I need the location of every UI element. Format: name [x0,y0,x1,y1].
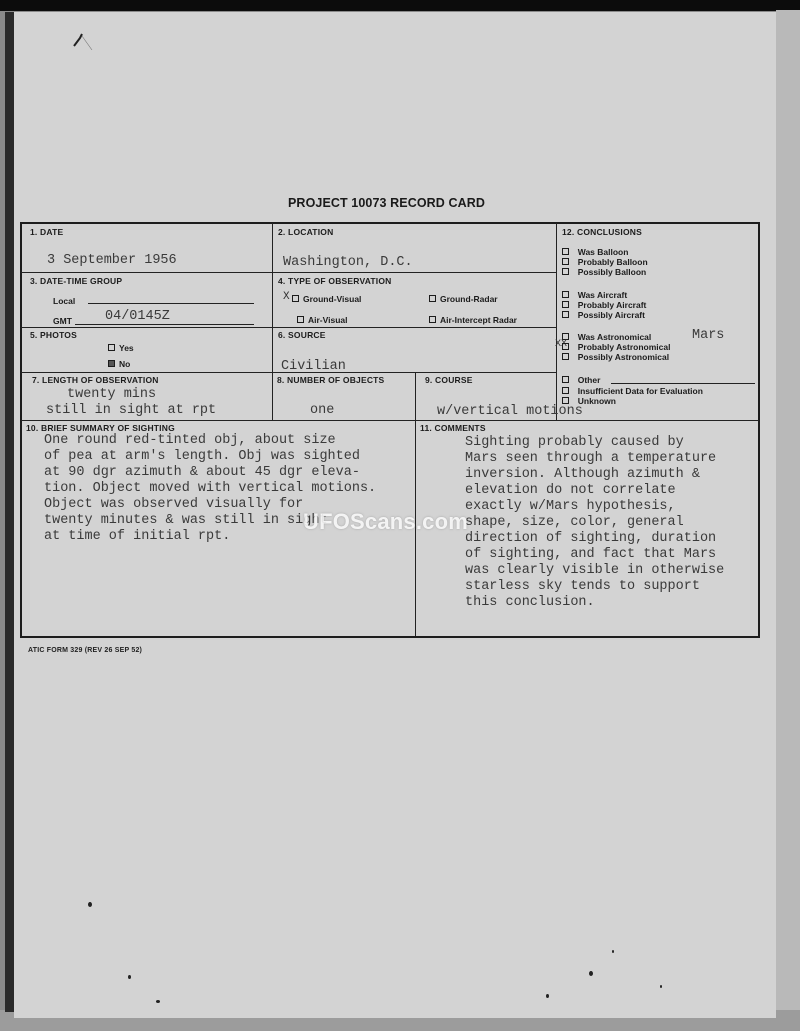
checkbox[interactable] [562,397,569,404]
dust-speck [128,975,131,979]
summary-line: Object was observed visually for [44,497,304,512]
summary-line: twenty minutes & was still in sight [44,513,328,528]
comment-line: starless sky tends to support [465,579,700,594]
checkbox[interactable] [429,316,436,323]
checkbox[interactable] [562,376,569,383]
scan-left-border [5,12,14,1012]
summary-line: at time of initial rpt. [44,529,231,544]
checkbox-checked[interactable] [108,360,115,367]
summary-line: of pea at arm's length. Obj was sighted [44,449,360,464]
dust-speck [612,950,614,953]
dust-speck [156,1000,160,1003]
comment-line: exactly w/Mars hypothesis, [465,499,676,514]
date-value: 3 September 1956 [47,253,177,268]
column-divider [556,223,557,421]
option-air-visual[interactable]: Air-Visual [297,315,348,325]
scan-right-margin [776,10,800,1031]
checkbox[interactable] [108,344,115,351]
length-line-1: twenty mins [67,387,157,402]
dust-speck [660,985,662,988]
option-photos-no[interactable]: No [108,359,130,369]
location-value: Washington, D.C. [283,255,413,270]
checkbox[interactable] [562,387,569,394]
option-photos-yes[interactable]: Yes [108,343,134,353]
summary-line: tion. Object moved with vertical motions. [44,481,377,496]
gmt-value: 04/0145Z [105,309,170,324]
option-unknown[interactable]: Unknown [562,396,616,406]
summary-line: at 90 dgr azimuth & about 45 dgr eleva- [44,465,360,480]
watermark: UFOScans.com [303,509,469,534]
comment-line: Sighting probably caused by [465,435,684,450]
option-probably-balloon[interactable]: Probably Balloon [562,257,648,267]
course-value: w/vertical motions [437,404,583,419]
gmt-label: GMT [53,316,72,326]
option-other[interactable]: Other [562,375,600,385]
option-possibly-astronomical[interactable]: Possibly Astronomical [562,352,669,362]
checkbox[interactable] [562,311,569,318]
row-divider [21,420,759,421]
comment-line: of sighting, and fact that Mars [465,547,717,562]
location-label: 2. LOCATION [278,227,334,237]
local-time-label: Local [53,296,76,306]
option-insufficient-data[interactable]: Insufficient Data for Evaluation [562,386,703,396]
form-number: ATIC FORM 329 (REV 26 SEP 52) [28,647,143,654]
dust-speck [88,902,92,907]
comment-line: direction of sighting, duration [465,531,717,546]
row-divider [21,327,557,328]
checkbox[interactable] [297,316,304,323]
local-time-line [88,303,254,304]
scratch-mark [72,30,94,50]
comment-line: this conclusion. [465,595,595,610]
source-value: Civilian [281,359,346,374]
probably-astronomical-mark: XX [555,339,568,350]
option-was-astronomical[interactable]: Was Astronomical [562,332,651,342]
comment-line: inversion. Although azimuth & [465,467,700,482]
option-air-intercept-radar[interactable]: Air-Intercept Radar [429,315,517,325]
course-label: 9. COURSE [425,375,473,385]
option-probably-astronomical[interactable]: Probably Astronomical [562,342,670,352]
checkbox-checked[interactable] [562,343,569,350]
option-possibly-aircraft[interactable]: Possibly Aircraft [562,310,645,320]
source-label: 6. SOURCE [278,330,326,340]
other-line [611,383,755,384]
dust-speck [546,994,549,998]
date-label: 1. DATE [30,227,64,237]
card-title: PROJECT 10073 RECORD CARD [288,196,485,210]
comment-line: shape, size, color, general [465,515,684,530]
dust-speck [589,971,593,976]
option-was-balloon[interactable]: Was Balloon [562,247,628,257]
brief-summary-label: 10. BRIEF SUMMARY OF SIGHTING [26,423,175,433]
photos-label: 5. PHOTOS [30,330,77,340]
length-of-observation-label: 7. LENGTH OF OBSERVATION [32,375,159,385]
summary-line: One round red-tinted obj, about size [44,433,336,448]
ground-visual-mark: X [283,291,290,303]
option-was-aircraft[interactable]: Was Aircraft [562,290,627,300]
checkbox[interactable] [562,291,569,298]
checkbox[interactable] [562,301,569,308]
checkbox[interactable] [292,295,299,302]
comment-line: elevation do not correlate [465,483,676,498]
conclusions-label: 12. CONCLUSIONS [562,227,642,237]
checkbox[interactable] [562,353,569,360]
scan-top-border [0,0,800,11]
column-divider [415,372,416,636]
column-divider [272,223,273,373]
date-time-group-label: 3. DATE-TIME GROUP [30,276,123,286]
option-probably-aircraft[interactable]: Probably Aircraft [562,300,646,310]
option-ground-radar[interactable]: Ground-Radar [429,294,498,304]
astronomical-note: Mars [692,328,725,343]
checkbox[interactable] [562,258,569,265]
checkbox[interactable] [562,268,569,275]
column-divider [272,372,273,420]
number-of-objects-value: one [310,403,335,418]
option-ground-visual[interactable]: Ground-Visual [292,294,361,304]
checkbox[interactable] [562,248,569,255]
length-line-2: still in sight at rpt [46,403,217,418]
type-of-observation-label: 4. TYPE OF OBSERVATION [278,276,392,286]
row-divider [21,272,557,273]
checkbox[interactable] [429,295,436,302]
comment-line: was clearly visible in otherwise [465,563,725,578]
comment-line: Mars seen through a temperature [465,451,717,466]
number-of-objects-label: 8. NUMBER OF OBJECTS [277,375,385,385]
option-possibly-balloon[interactable]: Possibly Balloon [562,267,646,277]
comments-label: 11. COMMENTS [420,423,486,433]
